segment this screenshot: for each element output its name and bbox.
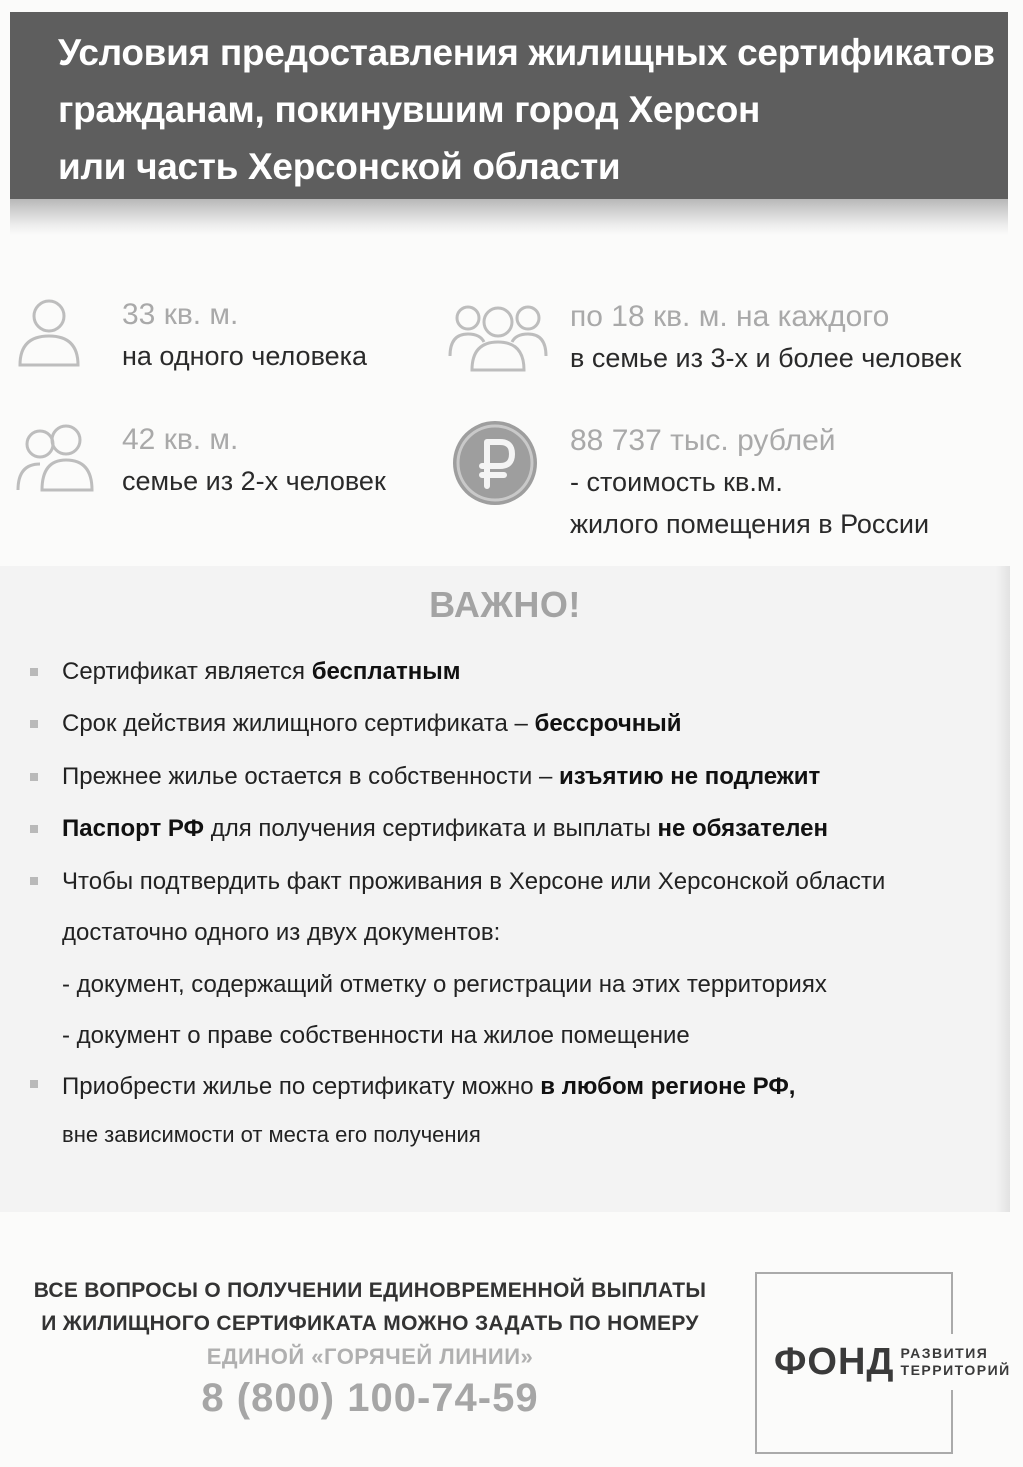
fund-logo — [770, 1334, 1015, 1390]
item-text: Сертификат является — [62, 658, 312, 685]
important-item — [62, 657, 461, 687]
item-continuation: достаточно одного из двух документов: — [62, 919, 501, 946]
item-continuation: вне зависимости от места его получения — [62, 1122, 481, 1147]
important-item — [62, 709, 682, 739]
bullet-icon — [30, 720, 38, 728]
stat-value: 42 кв. м. — [122, 423, 239, 456]
title-line: гражданам, покинувшим город Херсон — [58, 89, 761, 130]
stat-one-person — [122, 295, 367, 377]
stat-description: в семье из 3-х и более человек — [570, 343, 962, 373]
page-title — [58, 24, 998, 195]
item-text: Приобрести жилье по сертификату можно — [62, 1073, 541, 1100]
important-heading: ВАЖНО! — [429, 584, 581, 625]
stat-description: семье из 2-х человек — [122, 466, 386, 496]
ruble-coin-icon — [452, 420, 538, 506]
item-bold-text: Паспорт РФ — [62, 815, 205, 842]
contact-line: ВСЕ ВОПРОСЫ О ПОЛУЧЕНИИ ЕДИНОВРЕМЕННОЙ ВЫПЛАТЫ — [33, 1279, 707, 1302]
stat-family-two — [122, 420, 386, 502]
hotline-phone: 8 (800) 100-74-59 — [201, 1376, 539, 1420]
logo-subtitle-line: РАЗВИТИЯ — [900, 1345, 989, 1361]
bullet-icon — [30, 668, 38, 676]
hotline-label: ЕДИНОЙ «ГОРЯЧЕЙ ЛИНИИ» — [206, 1344, 534, 1369]
item-bold-text: изъятию не подлежит — [558, 763, 821, 790]
stat-value: 33 кв. м. — [122, 298, 239, 331]
logo-subtitle-line: ТЕРРИТОРИЙ — [900, 1362, 1011, 1378]
logo-subtitle — [901, 1345, 1011, 1379]
stat-family-three — [570, 297, 961, 379]
item-continuation: - документ о праве собственности на жилое помещение — [62, 1022, 690, 1049]
stat-description: - стоимость кв.м. — [570, 467, 783, 497]
person-icon — [14, 296, 84, 368]
item-text: Прежнее жилье остается в собственности – — [62, 763, 559, 790]
item-text: Чтобы подтвердить факт проживания в Херсоне или Херсонской области — [62, 868, 886, 895]
bullet-icon — [30, 877, 38, 885]
item-text: Срок действия жилищного сертификата – — [62, 710, 535, 737]
item-text: для получения сертификата и выплаты — [204, 815, 658, 842]
important-item — [62, 867, 885, 897]
item-bold-text: бессрочный — [534, 710, 682, 737]
logo-main-text: ФОНД — [774, 1340, 895, 1383]
header-banner-shadow — [10, 199, 1008, 235]
item-bold-text: не обязателен — [657, 815, 829, 842]
stat-description: на одного человека — [122, 341, 368, 371]
important-item — [62, 814, 828, 844]
important-item — [62, 762, 820, 792]
bullet-icon — [30, 1080, 38, 1088]
important-item — [62, 1072, 795, 1102]
two-persons-icon — [14, 420, 96, 494]
contact-block — [30, 1274, 710, 1421]
item-bold-text: в любом регионе РФ, — [540, 1073, 796, 1100]
group-of-three-icon — [446, 296, 550, 372]
item-continuation: - документ, содержащий отметку о регистрации на этих территориях — [62, 971, 827, 998]
bullet-icon — [30, 773, 38, 781]
stat-description: жилого помещения в России — [570, 509, 930, 539]
stat-value: по 18 кв. м. на каждого — [570, 300, 890, 333]
stat-price — [570, 421, 929, 545]
item-bold-text: бесплатным — [311, 658, 461, 685]
bullet-icon — [30, 825, 38, 833]
contact-line: И ЖИЛИЩНОГО СЕРТИФИКАТА МОЖНО ЗАДАТЬ ПО НОМЕРУ — [41, 1312, 699, 1335]
title-line: или часть Херсонской области — [58, 146, 621, 187]
title-line: Условия предоставления жилищных сертификатов — [58, 32, 995, 73]
stat-value: 88 737 тыс. рублей — [570, 424, 836, 457]
